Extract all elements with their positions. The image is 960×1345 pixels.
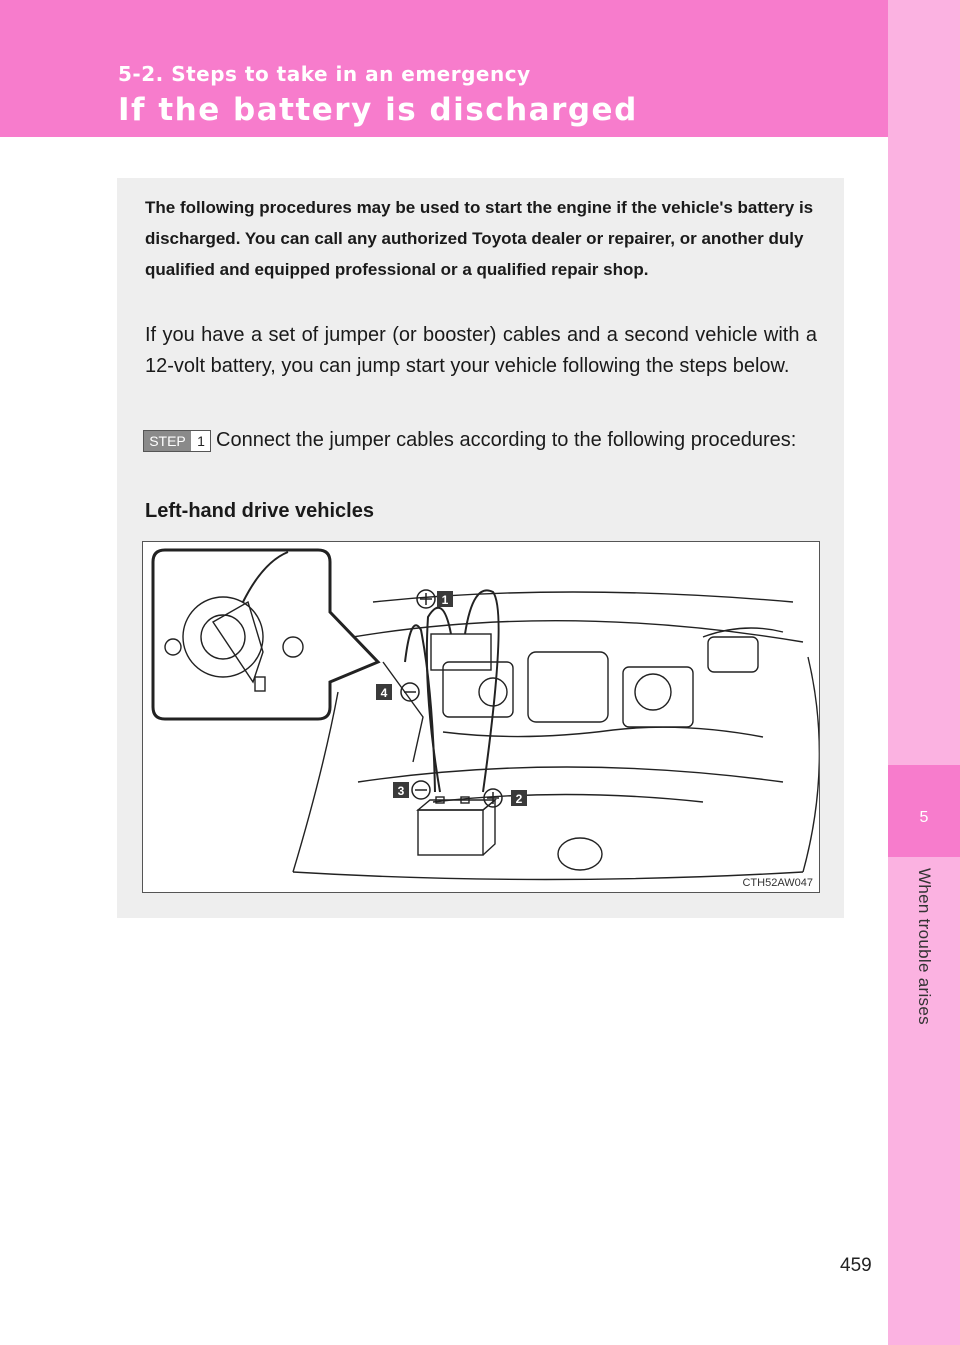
section-label: 5-2. Steps to take in an emergency	[118, 62, 531, 86]
content-panel	[117, 178, 844, 918]
page-header	[0, 0, 888, 137]
body-paragraph: If you have a set of jumper (or booster) cables and a second vehicle with a 12-volt battery, you can jump start your vehicle following the steps below.	[145, 324, 817, 377]
chapter-number-box[interactable]	[888, 765, 960, 857]
step-badge	[143, 430, 211, 452]
chapter-number: 5	[919, 809, 929, 826]
step-text: Connect the jumper cables according to the following procedures:	[216, 429, 797, 451]
subheading: Left-hand drive vehicles	[145, 500, 374, 522]
page-title: If the battery is discharged	[118, 92, 638, 128]
callout-4: 4	[380, 686, 388, 700]
chapter-side-tab[interactable]	[888, 0, 960, 1345]
callout-2: 2	[515, 792, 523, 806]
callout-3: 3	[397, 784, 405, 798]
figure-code: CTH52AW047	[742, 877, 813, 889]
chapter-title: When trouble arises	[915, 868, 934, 1025]
page-number: 459	[840, 1255, 872, 1276]
engine-bay-drawing	[143, 542, 819, 892]
step-number: 1	[197, 433, 205, 449]
callout-1: 1	[441, 593, 449, 607]
jump-start-illustration	[142, 541, 820, 893]
intro-text: The following procedures may be used to start the engine if the vehicle's battery is discharged. You can call any authorized Toyota dealer or repairer, or another duly qualified and equipped professional or a qualified repair shop.	[145, 198, 814, 279]
step-label: STEP	[144, 431, 191, 451]
